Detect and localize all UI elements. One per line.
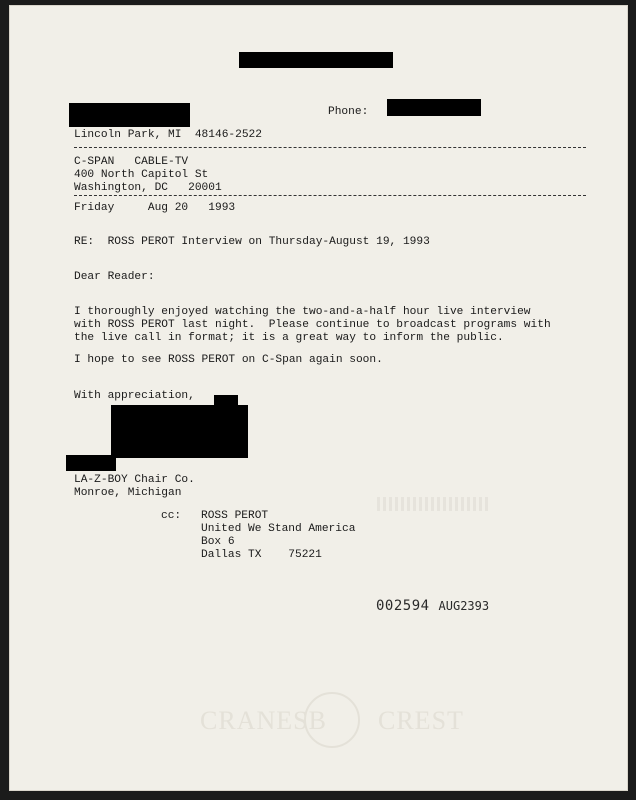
body-line: I hope to see ROSS PEROT on C-Span again soon. — [74, 354, 383, 366]
watermark-right: CREST — [378, 706, 464, 735]
stamp-date: AUG2393 — [438, 599, 490, 613]
received-stamp — [376, 598, 489, 614]
signer-company: LA-Z-BOY Chair Co. — [74, 474, 195, 486]
body-line: with ROSS PEROT last night. Please continue to broadcast programs with — [74, 319, 551, 331]
redacted-sender-name — [69, 103, 190, 127]
watermark-left: CRANESB — [200, 706, 327, 735]
redacted-signature — [111, 405, 248, 458]
dashed-separator — [74, 195, 586, 196]
cc-label: cc: — [161, 510, 182, 522]
cc-line: Box 6 — [201, 536, 235, 548]
cc-line: United We Stand America — [201, 523, 356, 535]
body-line: I thoroughly enjoyed watching the two-and-a-half hour live interview — [74, 306, 531, 318]
dashed-separator — [74, 147, 586, 148]
faint-stamp-mark — [377, 497, 489, 511]
phone-label: Phone: — [328, 106, 369, 118]
body-line: the live call in format; it is a great way to inform the public. — [74, 332, 504, 344]
recipient-street: 400 North Capitol St — [74, 169, 209, 181]
cc-line: ROSS PEROT — [201, 510, 269, 522]
letter-page — [9, 5, 628, 791]
date-line: Friday Aug 20 1993 — [74, 202, 236, 214]
redacted-signer-name — [66, 455, 116, 471]
recipient-name: C-SPAN CABLE-TV — [74, 156, 189, 168]
recipient-city: Washington, DC 20001 — [74, 182, 222, 194]
cc-line: Dallas TX 75221 — [201, 549, 322, 561]
redacted-phone — [387, 99, 481, 116]
paper-watermark — [200, 692, 464, 748]
watermark-seal-icon — [304, 692, 360, 748]
salutation: Dear Reader: — [74, 271, 155, 283]
closing: With appreciation, — [74, 390, 195, 402]
signer-location: Monroe, Michigan — [74, 487, 182, 499]
subject-line: RE: ROSS PEROT Interview on Thursday-August 19, 1993 — [74, 236, 430, 248]
sender-city-line: Lincoln Park, MI 48146-2522 — [74, 129, 262, 141]
stamp-number: 002594 — [376, 598, 430, 614]
redacted-header — [239, 52, 393, 68]
